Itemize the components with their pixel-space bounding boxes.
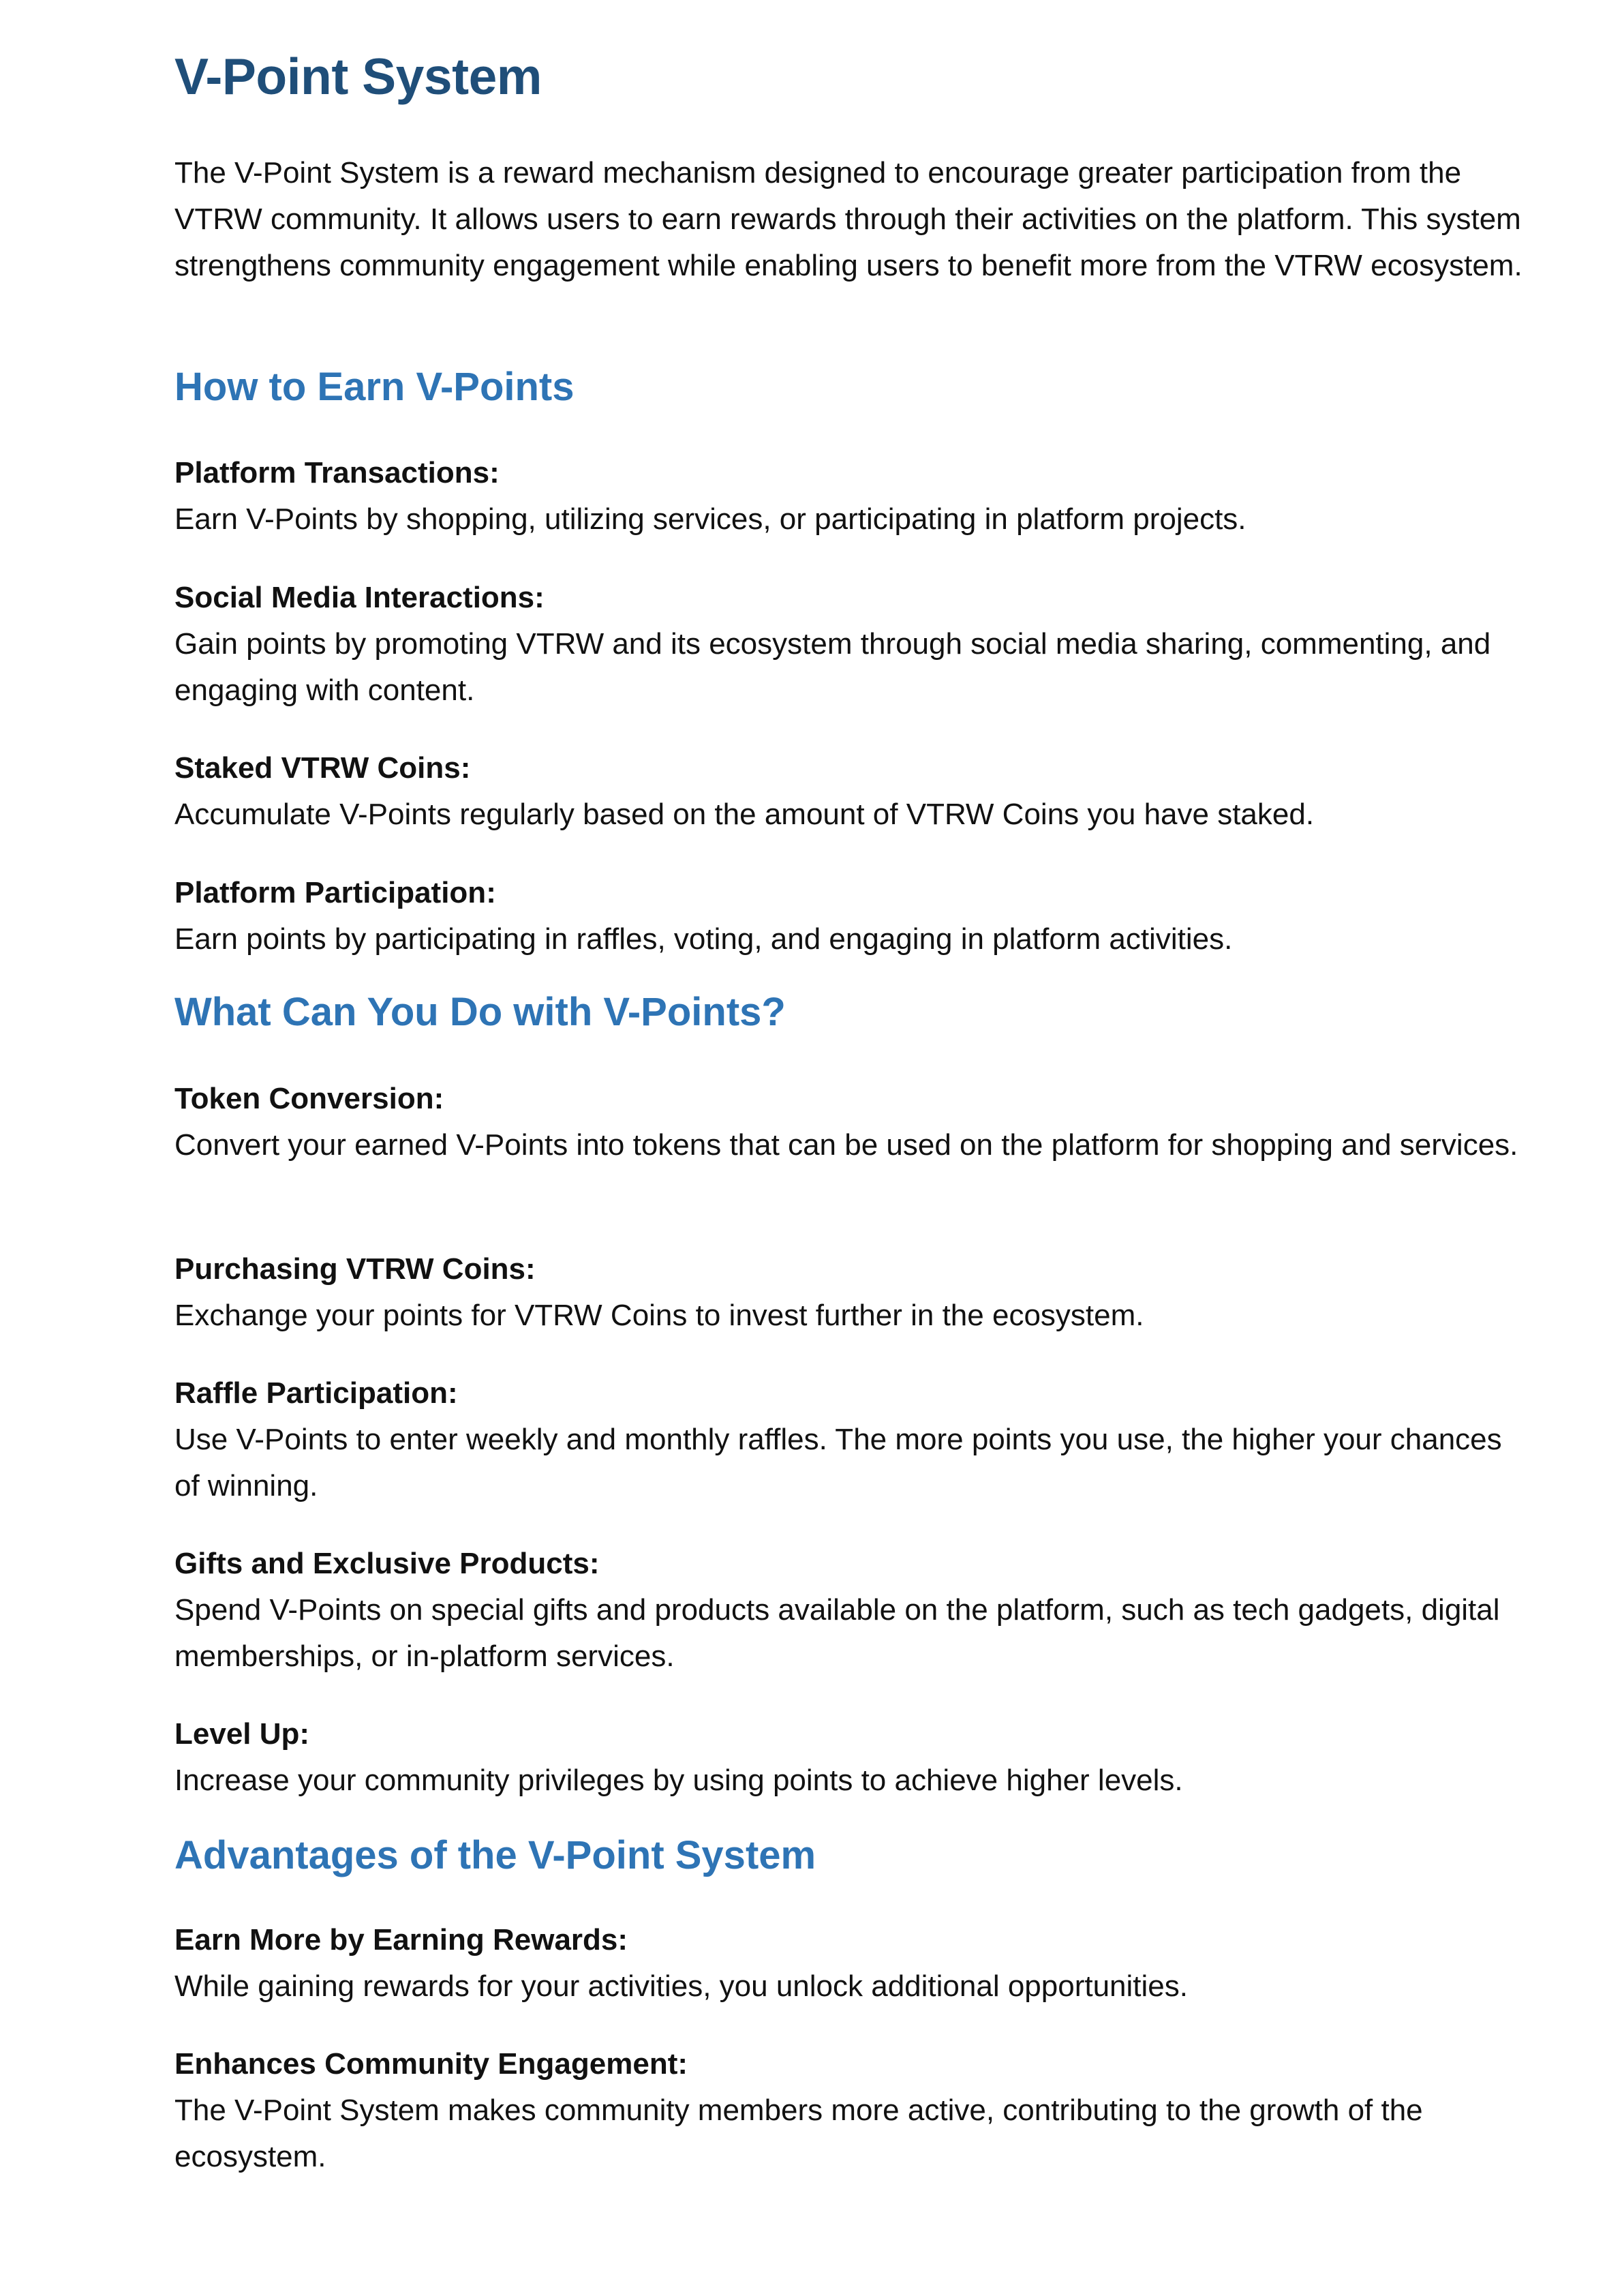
list-item	[174, 1541, 1531, 1680]
item-title: Enhances Community Engagement:	[174, 2047, 688, 2081]
list-item	[174, 575, 1531, 714]
section-heading-earn: How to Earn V-Points	[174, 365, 575, 409]
item-description: The V-Point System makes community members more active, contributing to the growth of the ecosystem.	[174, 2094, 1423, 2173]
list-item	[174, 1711, 1531, 1804]
item-description: Spend V-Points on special gifts and products available on the platform, such as tech gadgets, digital memberships, or in-platform services.	[174, 1593, 1500, 1673]
list-item	[174, 1917, 1531, 2010]
item-description: Accumulate V-Points regularly based on the amount of VTRW Coins you have staked.	[174, 798, 1315, 831]
intro-paragraph: The V-Point System is a reward mechanism designed to encourage greater participation from the VTRW community. It allows users to earn rewards through their activities on the platform. This system strengthens community engagement while enabling users to benefit more from the VTRW ecosystem.	[174, 156, 1522, 282]
list-item	[174, 870, 1531, 963]
section-heading-advantages: Advantages of the V-Point System	[174, 1833, 816, 1877]
item-title: Raffle Participation:	[174, 1376, 458, 1410]
item-title: Social Media Interactions:	[174, 581, 545, 614]
item-title: Staked VTRW Coins:	[174, 751, 471, 785]
page-title: V-Point System	[174, 48, 542, 105]
item-description: Increase your community privileges by using points to achieve higher levels.	[174, 1764, 1183, 1797]
item-description: Use V-Points to enter weekly and monthly raffles. The more points you use, the higher your chances of winning.	[174, 1423, 1502, 1502]
item-title: Platform Participation:	[174, 876, 496, 909]
item-description: Exchange your points for VTRW Coins to invest further in the ecosystem.	[174, 1299, 1144, 1332]
item-title: Purchasing VTRW Coins:	[174, 1252, 536, 1286]
item-title: Level Up:	[174, 1717, 310, 1751]
item-description: While gaining rewards for your activities, you unlock additional opportunities.	[174, 1969, 1188, 2003]
item-description: Earn points by participating in raffles, voting, and engaging in platform activities.	[174, 922, 1233, 956]
list-item	[174, 450, 1531, 543]
list-item	[174, 2041, 1531, 2180]
item-description: Earn V-Points by shopping, utilizing services, or participating in platform projects.	[174, 502, 1246, 536]
section-heading-use: What Can You Do with V-Points?	[174, 990, 786, 1034]
item-title: Earn More by Earning Rewards:	[174, 1923, 628, 1957]
item-title: Platform Transactions:	[174, 456, 500, 489]
list-item	[174, 745, 1531, 838]
item-title: Token Conversion:	[174, 1082, 444, 1115]
list-item	[174, 1076, 1531, 1168]
item-title: Gifts and Exclusive Products:	[174, 1547, 600, 1580]
item-description: Convert your earned V-Points into tokens that can be used on the platform for shopping and services.	[174, 1128, 1518, 1162]
item-description: Gain points by promoting VTRW and its ecosystem through social media sharing, commenting, and engaging with content.	[174, 627, 1491, 707]
list-item	[174, 1370, 1531, 1509]
list-item	[174, 1246, 1531, 1339]
